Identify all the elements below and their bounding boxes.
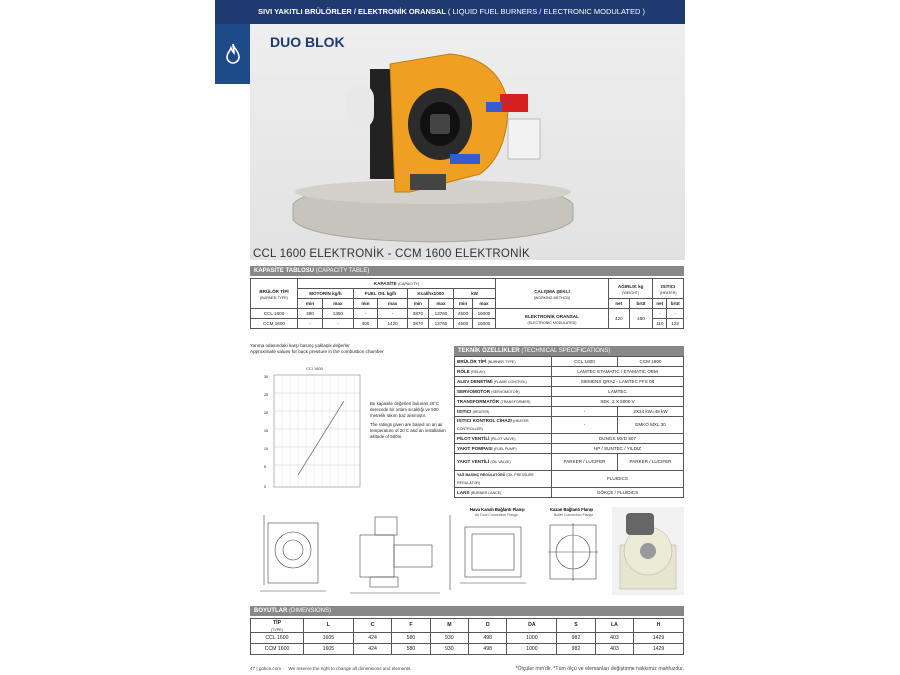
heater-brut: -: [667, 309, 684, 319]
dim-header: DA: [507, 619, 557, 633]
brut-header: brüt: [667, 299, 684, 309]
type-cell: CCL 1600: [251, 309, 298, 319]
tech-value: CCM 1600: [618, 357, 684, 367]
burner-type-label-en: (BURNER TYPE): [260, 295, 288, 300]
tech-label-en: (SERVOMOTOR): [491, 389, 520, 394]
tech-row: [455, 444, 684, 454]
cell: 380: [298, 309, 323, 319]
y-tick: 15: [264, 429, 268, 433]
tech-label-en: (HEATER): [472, 409, 490, 414]
chart-heading: [250, 343, 450, 355]
tech-label: ALEV DENETİMİ: [457, 378, 493, 384]
fan-photo: [612, 507, 684, 595]
cell: 1429: [634, 633, 684, 644]
capacity-table: [250, 278, 684, 329]
back-pressure-chart: [250, 343, 450, 503]
tech-label: YAĞ BASINÇ REGÜLATÖRÜ: [457, 473, 506, 477]
chart-grid: [274, 375, 360, 487]
heater-net: 110: [653, 319, 667, 329]
motorin-header: MOTORİN kg/h: [298, 289, 354, 299]
chart-heading-tr: Yanma odasındaki karşı basınç yaklaşık değerler: [250, 343, 350, 348]
front-view-drawing: [260, 515, 326, 591]
fueloil-header: FUEL OIL kg/h: [353, 289, 407, 299]
chart-note-tr: Bu kapasite değerleri bulunan 20°C derecede bir ortam sıcaklığı ve 500 metrelik rakım baz alınmıştır.: [370, 401, 440, 418]
series-name: DUO BLOK: [270, 34, 345, 50]
max-header: max: [472, 299, 495, 309]
max-header: max: [323, 299, 354, 309]
brut-header: brüt: [629, 299, 653, 309]
y-tick: 20: [264, 411, 268, 415]
max-header: max: [428, 299, 453, 309]
cell: 580: [392, 644, 430, 655]
tech-label-en: (FUEL PUMP): [493, 446, 517, 451]
heater-label: ISITICI: [661, 283, 676, 289]
min-header: min: [298, 299, 323, 309]
burner-illustration: [250, 24, 685, 260]
tech-label-en: (OIL PRESSURE REGULATOR): [457, 473, 534, 485]
cell: 930: [430, 633, 468, 644]
y-tick: 5: [264, 465, 266, 469]
cell: 1350: [323, 309, 354, 319]
table-row: [251, 309, 684, 319]
dimensions-section-title-en: (DIMENSIONS): [289, 608, 332, 614]
tech-label-en: (OIL VALVE): [490, 460, 511, 464]
header-bar: [215, 0, 685, 24]
tech-label: RÖLE: [457, 368, 470, 374]
tech-row: [455, 397, 684, 407]
min-header: min: [408, 299, 429, 309]
side-view-drawing: [350, 515, 450, 593]
page-number: 47: [250, 666, 256, 671]
heater-net: -: [653, 309, 667, 319]
tech-value: LAMTEC: [552, 387, 684, 397]
cell: -: [353, 309, 377, 319]
drawings-svg: [250, 505, 685, 605]
dim-header: H: [634, 619, 684, 633]
chart-heading-en: Approximate values for back pressure in the combustion chamber: [250, 349, 384, 354]
tech-label: LANS: [457, 489, 470, 495]
tech-label-en: (TRANSFORMER): [500, 399, 531, 404]
tech-value: SEK. 2 X 5000 V: [552, 397, 684, 407]
dim-header: D: [469, 619, 507, 633]
tip-header: [251, 619, 304, 633]
tech-value: FLUIDICS: [552, 471, 684, 488]
table-row: [251, 633, 684, 644]
tech-label-en: (BURNER LANCE): [470, 490, 502, 495]
cell: 1420: [378, 319, 408, 329]
dimensions-header-row: [251, 619, 684, 633]
tech-row: [455, 407, 684, 417]
tech-value: SIEMENS QRA2 - LAMTEC FFS 08: [552, 377, 684, 387]
tech-value: CCL 1600: [552, 357, 618, 367]
tech-value: EMKO MXL 30: [618, 417, 684, 434]
chart-curve: [298, 401, 344, 475]
cell: 1000: [507, 644, 557, 655]
tech-value: HP / SUNTEC / YILDIZ: [552, 444, 684, 454]
tech-value: PARKER / LUCIFER: [618, 454, 684, 471]
cell: 4500: [454, 319, 473, 329]
tech-label-en: (BURNER TYPE): [487, 359, 516, 364]
footer-note: *Ölçüler mm'dir. *Tüm ölçü ve elemanları değiştirme hakkımız mahfuzdur.: [515, 666, 684, 672]
tech-value: 2X24 kW=48 kW: [618, 407, 684, 417]
cell: 16000: [472, 319, 495, 329]
min-header: min: [353, 299, 377, 309]
dim-header: L: [304, 619, 354, 633]
chart-y-ticks: [264, 375, 268, 489]
tech-value: -: [552, 417, 618, 434]
weight-label: AĞIRLIK kg: [617, 283, 644, 289]
method-value: [495, 309, 608, 329]
cell: 424: [353, 633, 391, 644]
dim-header: S: [557, 619, 595, 633]
flame-icon: [225, 43, 241, 65]
type-cell: CCM 1600: [251, 319, 298, 329]
tech-value: GÖKÇE / FLUIDICS: [552, 488, 684, 498]
kw-header: kW: [454, 289, 496, 299]
footer-rights: We reserve the right to change all dimensions and elements.: [288, 666, 412, 671]
y-tick: 10: [264, 447, 268, 451]
cell: -: [323, 319, 354, 329]
cell: 1605: [304, 644, 354, 655]
cell: 4500: [454, 309, 473, 319]
method-value-tr: ELEKTRONİK ORANSAL: [525, 313, 579, 319]
footer-site: gokce.com: [258, 666, 282, 671]
header-title-en: ( LIQUID FUEL BURNERS / ELECTRONIC MODULATED ): [447, 7, 645, 16]
dimensions-table: [250, 618, 684, 655]
technical-drawings: [250, 505, 685, 605]
type-cell: CCL 1600: [251, 633, 304, 644]
tech-row: [455, 357, 684, 367]
tech-label: YAKIT VENTİLİ: [457, 459, 490, 464]
heater-label-en: (HEATER): [659, 290, 677, 295]
chart-note-en: The ratings given are based on an air temperature of 20 C and an installation altitude of 500m.: [370, 422, 446, 439]
method-label: ÇALIŞMA ŞEKLİ: [534, 288, 570, 294]
capacity-section-title-en: (CAPACITY TABLE): [315, 268, 370, 274]
product-hero-image: [250, 24, 685, 260]
weight-net: 420: [608, 309, 629, 329]
heater-brut: 122: [667, 319, 684, 329]
tech-value: LAMTEC ETAMATIC / ETAMATIC OEM: [552, 367, 684, 377]
tech-label: TRANSFORMATÖR: [457, 398, 500, 404]
cell: 580: [392, 633, 430, 644]
burner-type-header: [251, 279, 298, 309]
cell: 930: [430, 644, 468, 655]
tech-value: DUNGS MVD 507: [552, 434, 684, 444]
dimensions-section-title: BOYUTLAR: [254, 608, 288, 614]
y-tick: 30: [264, 375, 268, 379]
cell: -: [298, 319, 323, 329]
cell: 982: [557, 633, 595, 644]
cell: 498: [469, 644, 507, 655]
tech-section-bar: [454, 346, 684, 356]
boiler-flange-label-en: Boiler Connection Flange: [554, 513, 594, 517]
tech-row: [455, 387, 684, 397]
cell: 13760: [428, 309, 453, 319]
cell: -: [378, 309, 408, 319]
tech-value: PARKER / LUCIFER: [552, 454, 618, 471]
chart-note: [370, 401, 450, 440]
cell: 424: [353, 644, 391, 655]
tech-row: [455, 471, 684, 488]
cell: 403: [595, 633, 633, 644]
air-flange-label: Hava Kanalı Bağlantı Flanşı: [470, 507, 525, 512]
table-row: [251, 644, 684, 655]
capacity-label: KAPASİTE: [373, 280, 397, 286]
dimensions-section-bar: [250, 606, 684, 616]
tech-label-en: (RELAY): [471, 369, 485, 374]
type-cell: CCM 1600: [251, 644, 304, 655]
method-header: [495, 279, 608, 309]
tech-row: [455, 488, 684, 498]
tech-section-title-en: (TECHNICAL SPECIFICATIONS): [521, 348, 611, 354]
capacity-header: [298, 279, 496, 289]
tech-section-title: TEKNİK ÖZELLİKLER: [458, 348, 520, 354]
weight-brut: 450: [629, 309, 653, 329]
cell: 403: [595, 644, 633, 655]
tech-row: [455, 454, 684, 471]
net-header: net: [653, 299, 667, 309]
cell: 400: [353, 319, 377, 329]
net-header: net: [608, 299, 629, 309]
method-value-en: (ELECTRONIC MODULATED): [527, 320, 577, 325]
air-flange-drawing: [460, 527, 526, 583]
y-tick: 0: [264, 485, 266, 489]
tech-label: YAKIT POMPASI: [457, 445, 493, 451]
tech-row: [455, 417, 684, 434]
boiler-flange-label: Kazan Bağlantı Flanşı: [550, 507, 594, 512]
tech-label: BRÜLÖR TİPİ: [457, 358, 487, 364]
weight-label-en: (WEIGHT): [622, 290, 640, 295]
air-flange-label-en: Air Duct Connection Flange: [475, 513, 518, 517]
footer: 47 | gokce.com We reserve the right to change all dimensions and elements. *Ölçüler mm'dir. *Tüm ölçü ve elemanları değiştirme hakkımız mahfuzdur.: [250, 666, 684, 672]
weight-header: [608, 279, 652, 299]
flame-logo: [215, 24, 250, 84]
capacity-label-en: (CAPACITY): [397, 281, 420, 286]
cell: 498: [469, 633, 507, 644]
dim-header: C: [353, 619, 391, 633]
method-label-en: (WORKING METHOD): [533, 295, 571, 300]
tech-label-en: (PILOT VALVE): [490, 436, 516, 441]
tech-value: -: [552, 407, 618, 417]
capacity-section-bar: [250, 266, 684, 276]
cell: 1429: [634, 644, 684, 655]
y-tick: 25: [264, 393, 268, 397]
burner-type-label: BRÜLÖR TİPİ: [259, 288, 289, 294]
tip-label-en: (TYPE): [271, 628, 283, 632]
tech-row: [455, 377, 684, 387]
catalog-page: [215, 0, 685, 675]
dim-header: LA: [595, 619, 633, 633]
cell: 982: [557, 644, 595, 655]
boiler-flange-drawing: [548, 523, 598, 581]
kcal-header: Kcal/hx1000: [408, 289, 454, 299]
capacity-section-title: KAPASİTE TABLOSU: [254, 268, 315, 274]
header-title-tr: SIVI YAKITLI BRÜLÖRLER / ELEKTRONİK ORANSAL: [258, 7, 446, 16]
max-header: max: [378, 299, 408, 309]
tech-row: [455, 434, 684, 444]
cell: 1605: [304, 633, 354, 644]
tech-label: ISITICI: [457, 408, 472, 414]
tech-label-en: (FLAME CONTROL): [493, 379, 527, 384]
heater-header: [653, 279, 684, 299]
cell: 16000: [472, 309, 495, 319]
min-header: min: [454, 299, 473, 309]
tech-table: [454, 356, 684, 498]
cell: 3870: [408, 319, 429, 329]
tech-row: [455, 367, 684, 377]
cell: 3870: [408, 309, 429, 319]
cell: 13760: [428, 319, 453, 329]
tech-label: ISITICI KONTROL CİHAZI: [457, 418, 512, 423]
dim-header: M: [430, 619, 468, 633]
tech-label-en: (HEATER CONTROLLER): [457, 419, 529, 431]
dim-header: F: [392, 619, 430, 633]
cell: 1000: [507, 633, 557, 644]
model-title: CCL 1600 ELEKTRONİK - CCM 1600 ELEKTRONİK: [253, 248, 530, 260]
chart-small-label: CCI 1600: [306, 366, 323, 371]
tip-label: TİP: [272, 620, 282, 626]
tech-label: PİLOT VENTİLİ: [457, 435, 490, 441]
tech-label: SERVOMOTOR: [457, 388, 491, 394]
